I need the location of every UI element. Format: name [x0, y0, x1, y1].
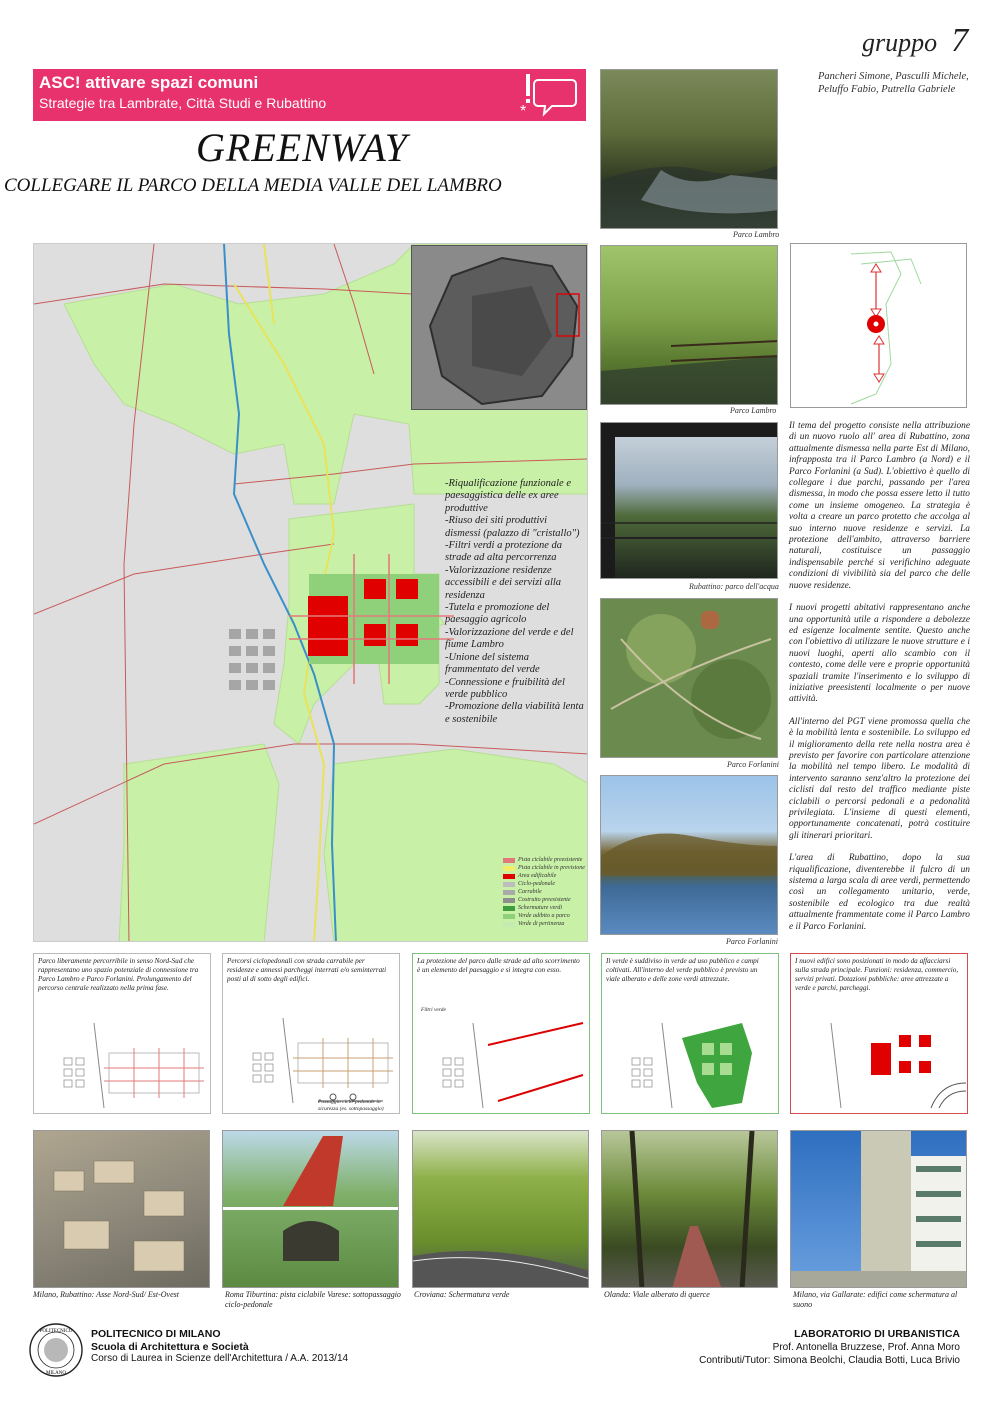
paragraph: All'interno del PGT viene promossa quella che è la mobilità lenta e sostenibile. Lo sviluppo ed il miglioramento della rete nella nostra area è previsto per favorire con particolare attenzione la mobilità nel tempo libero. Le modalità di intervento saranno senz'altro la protezione dei ciclisti dal resto del traffico mediante piste ciclabili o percorsi pedonali e a pedonalità privilegiata. L'insieme di questi elementi, opportunamente concatenati, potrà costituire gli itinerari prioritari. [789, 716, 970, 841]
paragraph: L'area di Rubattino, dopo la sua riqualificazione, diventerebbe il fulcro di un sistema a larga scala di aree verdi, permettendo così un collegamento unitario, verde, sostenibile ed ecologico tra due realtà attualmente frammentate come il Parco Lambro e il Parco Forlanini. [789, 853, 970, 932]
banner-subtitle: Strategie tra Lambrate, Città Studi e Rubattino [39, 95, 327, 111]
project-banner [33, 69, 586, 121]
legend-item: Costruito preesistente [503, 896, 587, 904]
caption: Croviana: Schermatura verde [414, 1290, 510, 1299]
photo-parco-lambro-2 [600, 245, 778, 405]
photo-roma-pista-ciclabile [222, 1130, 399, 1288]
phase-panel-3 [412, 953, 590, 1114]
panel-text: Percorsi ciclopedonali con strada carrabile per residenze e annessi parcheggi interrati e/o seminterrati posti al di sotto degli edifici. [227, 957, 387, 983]
phase-panel-5 [790, 953, 968, 1114]
bullet: -Tutela e promozione del paesaggio agricolo [445, 602, 550, 626]
legend-item: Schermature verdi [503, 904, 587, 912]
panel-text: La protezione del parco dalle strade ad alto scorrimento è un elemento del paesaggio e si integra con esso. [417, 957, 580, 974]
panel-note: Passaggio ciclo-pedonale in sicurezza (es. sottopassaggio) [318, 1099, 384, 1112]
legend-item: Verde di pertinenza [503, 920, 587, 928]
banner-title: ASC! attivare spazi comuni [39, 73, 259, 92]
bullet: -Promozione della viabilità lenta e sostenibile [445, 701, 584, 725]
tutors: Contributi/Tutor: Simona Beolchi, Claudia Botti, Luca Brivio [699, 1355, 960, 1366]
photo-rubattino-parco-acqua [600, 422, 778, 579]
phase-panel-4 [601, 953, 779, 1114]
photo-parco-forlanini-lake [600, 775, 778, 935]
politecnico-seal-logo [28, 1322, 84, 1378]
city-aerial-map [411, 245, 587, 410]
caption: Parco Lambro [733, 230, 780, 239]
speech-bubble-logo-icon [518, 72, 578, 118]
school-name: Scuola di Architettura e Società [91, 1340, 249, 1353]
group-label: gruppo 7 [862, 22, 969, 59]
bullet: -Riuso dei siti produttivi dismessi (palazzo di "cristallo") [445, 515, 580, 539]
caption: Parco Forlanini [727, 760, 779, 769]
panel-text: Il verde è suddiviso in verde ad uso pubblico e campi coltivati. All'interno del verde pubblico è previsto un viale alberato e delle zone verdi attrezzate. [606, 957, 759, 983]
panel-text: I nuovi edifici sono posizionati in modo da affacciarsi sulla strada principale. Funzioni: residenza, commercio, servizi privati. Dotazioni pubbliche: aree attrezzate a verde e parchi, parcheggi. [795, 957, 959, 992]
svg-text:POLITECNICO: POLITECNICO [39, 1329, 73, 1334]
panel-text: Parco liberamente percorribile in senso Nord-Sud che rappresentano uno spazio potenziale di connessione tra Parco Lambro e Parco Forlanini. Prolungamento del percorso centrale realizzato nella prima fase. [38, 957, 199, 992]
lab-name: LABORATORIO DI URBANISTICA [794, 1328, 960, 1340]
footer-left [91, 1328, 348, 1366]
bullet: -Valorizzazione del verde e del fiume Lambro [445, 626, 574, 651]
course-name: Corso di Laurea in Scienze dell'Architettura / A.A. 2013/14 [91, 1353, 349, 1364]
caption: Rubattino: parco dell'acqua [689, 582, 779, 591]
legend-item: Ciclo-pedonale [503, 880, 587, 888]
bullet: -Valorizzazione residenze accessibili e dei servizi alla residenza [445, 564, 562, 601]
authors: Pancheri Simone, Pasculli Michele, Peluffo Fabio, Putrella Gabriele [818, 71, 969, 95]
svg-text:*: * [520, 103, 527, 118]
phase-panel-1 [33, 953, 211, 1114]
bullet: -Connessione e fruibilità del verde pubblico [445, 676, 565, 700]
caption: Milano, via Gallarate: edifici come schermatura al suono [793, 1290, 958, 1309]
professors: Prof. Antonella Bruzzese, Prof. Anna Moro [772, 1342, 960, 1353]
footer-right [699, 1328, 960, 1367]
legend-item: Area edificabile [503, 872, 587, 880]
legend-item: Pista ciclabile preesistente [503, 856, 587, 864]
caption: Parco Lambro [730, 406, 777, 415]
legend-item: Pista ciclabile in previsione [503, 864, 587, 872]
strategy-bullets [445, 478, 585, 726]
poster-title: GREENWAY [196, 125, 408, 170]
bullet: -Riqualificazione funzionale e paesaggistica delle ex aree produttive [445, 478, 571, 514]
svg-text:MILANO: MILANO [46, 1371, 66, 1376]
photo-croviana-schermatura [412, 1130, 589, 1288]
photo-parco-lambro-1 [600, 69, 778, 229]
photo-milano-rubattino [33, 1130, 210, 1288]
phase-panel-2 [222, 953, 400, 1114]
paragraph: I nuovi progetti abitativi rappresentano anche una opportunità utile a rispondere a debolezze ed esigenze localmente sentite. Questo anche con l'obiettivo di utilizzare le nuove strutture e i nuovi luoghi, aperti allo scambio con il contesto, come delle vere e proprie opportunità spaziali tramite l'inserimento e lo sviluppo di iniziative preesistenti localmente o per nuove attività. [789, 603, 970, 705]
photo-olanda-viale-alberato [601, 1130, 778, 1288]
caption: Parco Forlanini [726, 937, 778, 946]
bullet: -Filtri verdi a protezione da strade ad alta percorrenza [445, 540, 563, 564]
university-name: POLITECNICO DI MILANO [91, 1328, 221, 1340]
group-number: 7 [951, 22, 969, 59]
poster-subtitle: COLLEGARE IL PARCO DELLA MEDIA VALLE DEL LAMBRO [4, 175, 502, 196]
legend-item: Carrabile [503, 888, 587, 896]
photo-parco-forlanini-aerial [600, 598, 778, 758]
paragraph: Il tema del progetto consiste nella attribuzione di un nuovo ruolo all' area di Rubattino, zona attualmente dismessa nella parte Est di Milano, infrapposta tra il Parco Lambro (a Nord) e il Parco Forlanini (a Sud). L'obiettivo è quello di collegare i due parchi, passando per l'area dismessa, in modo che possa essere letto il tutto come un insieme omogeneo. La strategia è volta a creare un parco protetto che accolga al suo interno nuove residenze e servizi. La protezione dell'ambito, attraverso barriere naturali, costituisce un passaggio indispensabile perché si verifichino adeguate condizioni di vivibilità sia del parco che delle nuove residenze. [789, 421, 970, 591]
photo-milano-via-gallarate [790, 1130, 967, 1288]
bullet: -Unione del sistema frammentato del verde [445, 651, 540, 676]
legend-item: Verde adibito a parco [503, 912, 587, 920]
caption: Olanda: Viale alberato di querce [604, 1290, 710, 1299]
caption: Roma Tiburtina: pista ciclabile Varese: sottopassaggio ciclo-pedonale [225, 1290, 401, 1309]
panel-note: Filtri verde [421, 1007, 446, 1013]
connection-diagram [790, 243, 967, 408]
project-description [789, 421, 970, 944]
map-legend [503, 856, 587, 928]
caption: Milano, Rubattino: Asse Nord-Sud/ Est-Ovest [33, 1290, 179, 1299]
